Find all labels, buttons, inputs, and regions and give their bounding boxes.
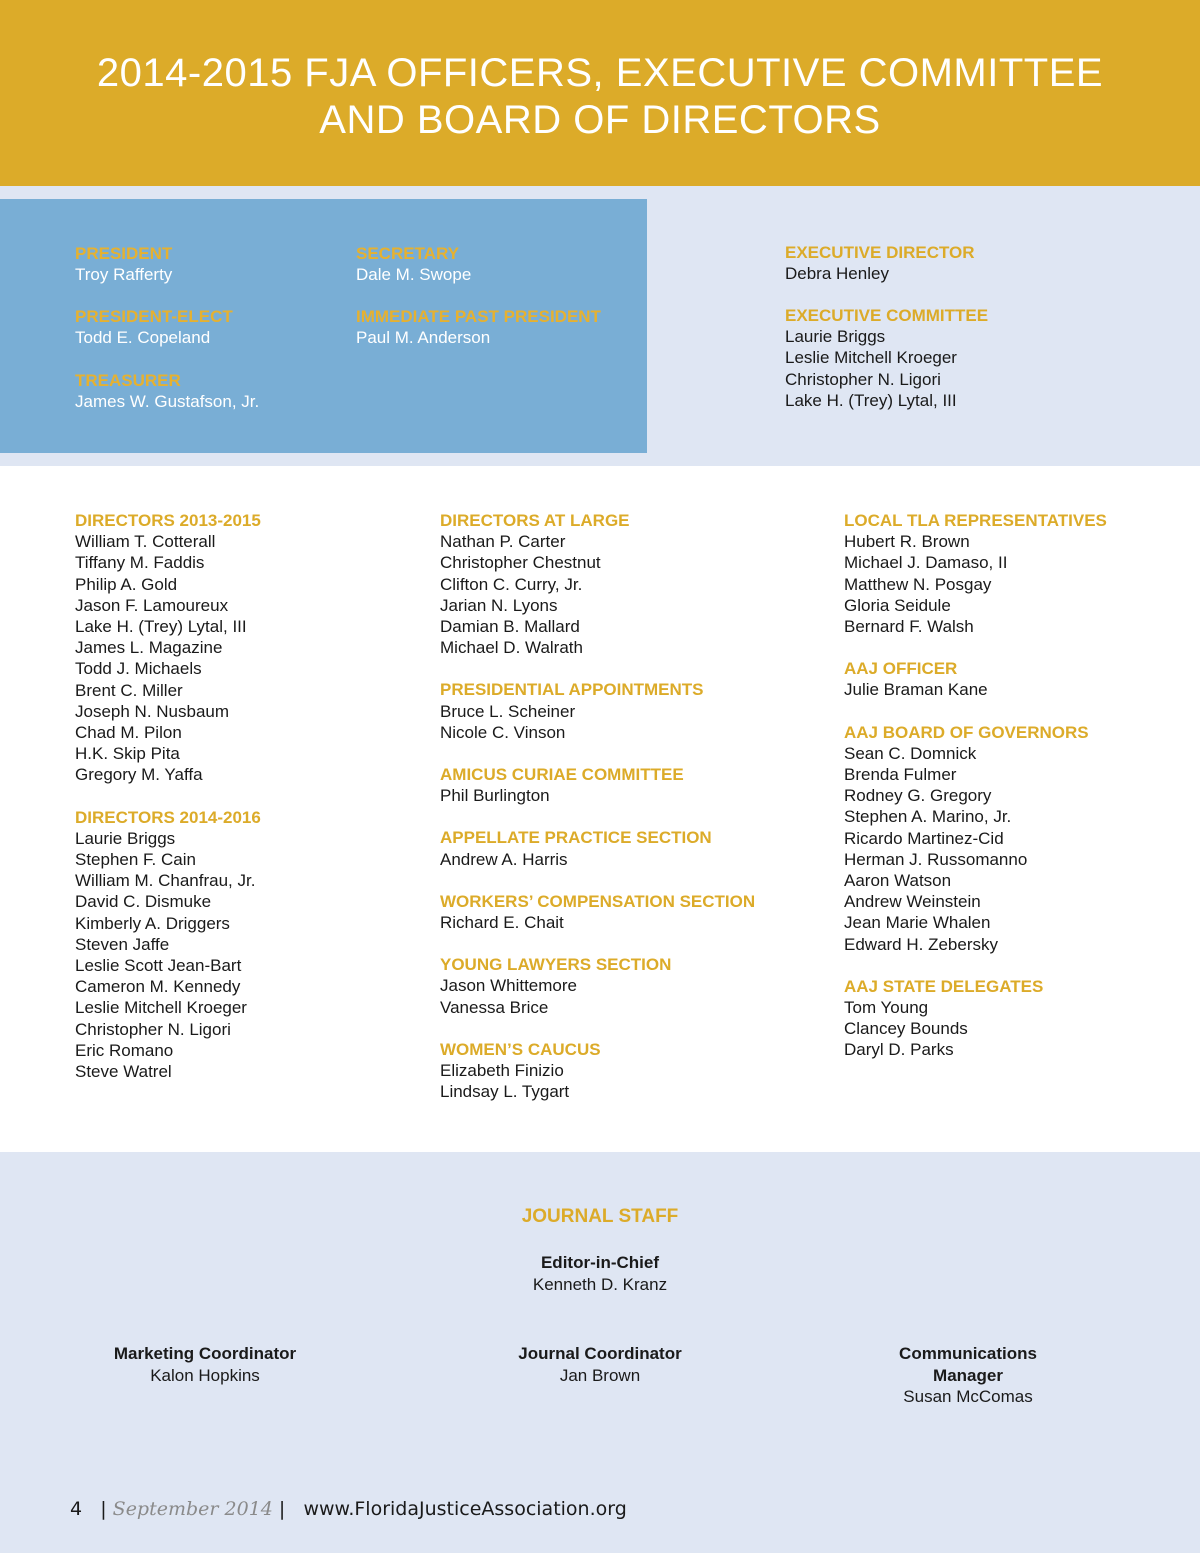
member-name: James L. Magazine xyxy=(75,638,223,658)
page-title xyxy=(0,50,1200,144)
officer-label: IMMEDIATE PAST PRESIDENT xyxy=(356,307,601,326)
role-person: Jan Brown xyxy=(559,1365,641,1385)
section-label: AAJ STATE DELEGATES xyxy=(844,976,1044,996)
issue-date: September 2014 xyxy=(112,1498,273,1520)
member-name: Stephen F. Cain xyxy=(75,850,196,870)
member-name: Andrew A. Harris xyxy=(440,849,568,869)
officer-past-president xyxy=(356,306,601,348)
member-name: Gloria Seidule xyxy=(844,595,951,615)
marketing-coordinator xyxy=(55,1343,355,1386)
member-name: Cameron M. Kennedy xyxy=(75,977,241,997)
section-label: AAJ BOARD OF GOVERNORS xyxy=(844,722,1089,742)
member-name: Eric Romano xyxy=(75,1040,174,1060)
member-name: Lake H. (Trey) Lytal, III xyxy=(75,617,247,637)
member-name: Clancey Bounds xyxy=(844,1019,968,1039)
journal-coordinator xyxy=(450,1343,750,1386)
role-person: Kalon Hopkins xyxy=(150,1365,260,1385)
member-name: Philip A. Gold xyxy=(75,574,178,594)
section-label: APPELLATE PRACTICE SECTION xyxy=(440,828,712,848)
member-name: Elizabeth Finizio xyxy=(440,1061,564,1081)
officer-name: Todd E. Copeland xyxy=(75,328,211,347)
role-person: Susan McComas xyxy=(903,1387,1033,1406)
member-name: Christopher N. Ligori xyxy=(785,369,941,389)
member-name: Andrew Weinstein xyxy=(844,892,981,912)
member-name: Debra Henley xyxy=(785,264,889,284)
member-name: Jason F. Lamoureux xyxy=(75,595,229,615)
officer-name: Paul M. Anderson xyxy=(356,328,491,347)
officer-label: PRESIDENT-ELECT xyxy=(75,307,233,326)
member-name: Michael J. Damaso, II xyxy=(844,553,1008,573)
footer-separator: | xyxy=(278,1498,286,1520)
member-name: Vanessa Brice xyxy=(440,997,549,1017)
member-name: Phil Burlington xyxy=(440,786,550,806)
member-name: Bernard F. Walsh xyxy=(844,617,974,637)
section-label: PRESIDENTIAL APPOINTMENTS xyxy=(440,680,704,700)
member-name: Gregory M. Yaffa xyxy=(75,765,203,785)
member-name: H.K. Skip Pita xyxy=(75,744,180,764)
member-name: Leslie Mitchell Kroeger xyxy=(75,998,247,1018)
section-label: AAJ OFFICER xyxy=(844,659,958,679)
role-title: Journal Coordinator xyxy=(518,1344,682,1363)
role-person: Kenneth D. Kranz xyxy=(532,1274,668,1294)
section-label: WOMEN’S CAUCUS xyxy=(440,1039,601,1059)
role-title: Communications xyxy=(899,1344,1037,1363)
member-name: Jean Marie Whalen xyxy=(844,913,991,933)
member-name: Kimberly A. Driggers xyxy=(75,913,230,933)
officer-label: SECRETARY xyxy=(356,244,459,263)
member-name: Christopher Chestnut xyxy=(440,553,601,573)
member-name: David C. Dismuke xyxy=(75,892,212,912)
member-name: Christopher N. Ligori xyxy=(75,1019,231,1039)
member-name: Nathan P. Carter xyxy=(440,532,566,552)
member-name: Tom Young xyxy=(844,998,929,1018)
member-name: Brent C. Miller xyxy=(75,680,183,700)
role-title: Editor-in-Chief xyxy=(540,1253,660,1272)
section-label: LOCAL TLA REPRESENTATIVES xyxy=(844,511,1107,530)
page-title-line2: AND BOARD OF DIRECTORS xyxy=(319,98,881,142)
member-name: Sean C. Domnick xyxy=(844,743,977,763)
page-footer xyxy=(70,1498,627,1520)
member-name: Edward H. Zebersky xyxy=(844,934,998,954)
journal-staff-title: JOURNAL STAFF xyxy=(521,1206,679,1227)
executive-director xyxy=(785,242,975,284)
officer-name: James W. Gustafson, Jr. xyxy=(75,392,260,411)
member-name: Hubert R. Brown xyxy=(844,532,970,552)
officer-name: Troy Rafferty xyxy=(75,265,173,284)
section-label: YOUNG LAWYERS SECTION xyxy=(440,955,672,975)
role-title: Marketing Coordinator xyxy=(113,1344,297,1363)
member-name: Laurie Briggs xyxy=(785,327,886,347)
section-label: DIRECTORS 2014-2016 xyxy=(75,807,261,827)
section-label: AMICUS CURIAE COMMITTEE xyxy=(440,765,684,785)
member-name: Richard E. Chait xyxy=(440,913,564,933)
member-name: Rodney G. Gregory xyxy=(844,786,992,806)
member-name: William T. Cotterall xyxy=(75,532,216,552)
member-name: Joseph N. Nusbaum xyxy=(75,701,230,721)
page-number: 4 xyxy=(70,1498,83,1520)
section-label: DIRECTORS 2013-2015 xyxy=(75,511,261,530)
member-name: Lindsay L. Tygart xyxy=(440,1082,570,1102)
section-label: EXECUTIVE DIRECTOR xyxy=(785,243,975,262)
member-name: Bruce L. Scheiner xyxy=(440,701,576,721)
member-name: Lake H. (Trey) Lytal, III xyxy=(785,390,957,410)
member-name: Herman J. Russomanno xyxy=(844,849,1028,869)
officer-president xyxy=(75,243,172,285)
editor-in-chief xyxy=(400,1252,800,1295)
section-label: DIRECTORS AT LARGE xyxy=(440,511,630,530)
executive-committee xyxy=(785,305,988,411)
member-name: Brenda Fulmer xyxy=(844,765,957,785)
member-name: William M. Chanfrau, Jr. xyxy=(75,871,256,891)
footer-separator: | xyxy=(100,1498,107,1520)
officer-president-elect xyxy=(75,306,233,348)
member-name: Steven Jaffe xyxy=(75,934,170,954)
member-name: Tiffany M. Faddis xyxy=(75,553,205,573)
officer-secretary xyxy=(356,243,471,285)
member-name: Steve Watrel xyxy=(75,1062,172,1082)
member-name: Todd J. Michaels xyxy=(75,659,202,679)
member-name: Jarian N. Lyons xyxy=(440,595,558,615)
member-name: Nicole C. Vinson xyxy=(440,722,566,742)
member-name: Ricardo Martinez-Cid xyxy=(844,828,1004,848)
member-name: Chad M. Pilon xyxy=(75,723,182,743)
member-name: Daryl D. Parks xyxy=(844,1040,954,1060)
directors-column-3 xyxy=(844,510,1107,1061)
officer-label: TREASURER xyxy=(75,371,181,390)
officer-label: PRESIDENT xyxy=(75,244,173,263)
member-name: Matthew N. Posgay xyxy=(844,574,992,594)
communications-manager xyxy=(818,1343,1118,1408)
page-title-line1: 2014-2015 FJA OFFICERS, EXECUTIVE COMMITTEE xyxy=(96,51,1104,95)
page-header xyxy=(0,0,1200,186)
member-name: Michael D. Walrath xyxy=(440,638,583,658)
directors-column-2 xyxy=(440,510,755,1102)
member-name: Leslie Mitchell Kroeger xyxy=(785,348,957,368)
member-name: Stephen A. Marino, Jr. xyxy=(844,807,1012,827)
member-name: Julie Braman Kane xyxy=(844,680,988,700)
member-name: Laurie Briggs xyxy=(75,828,176,848)
role-title: Manager xyxy=(933,1365,1003,1385)
member-name: Jason Whittemore xyxy=(440,976,577,996)
member-name: Clifton C. Curry, Jr. xyxy=(440,574,583,594)
member-name: Damian B. Mallard xyxy=(440,617,580,637)
officer-treasurer xyxy=(75,370,259,412)
member-name: Aaron Watson xyxy=(844,871,952,891)
section-label: WORKERS’ COMPENSATION SECTION xyxy=(440,891,756,911)
section-label: EXECUTIVE COMMITTEE xyxy=(785,306,989,325)
member-name: Leslie Scott Jean-Bart xyxy=(75,956,242,976)
officer-name: Dale M. Swope xyxy=(356,265,472,284)
directors-column-1 xyxy=(75,510,261,1082)
website-link[interactable]: www.FloridaJusticeAssociation.org xyxy=(303,1498,627,1520)
